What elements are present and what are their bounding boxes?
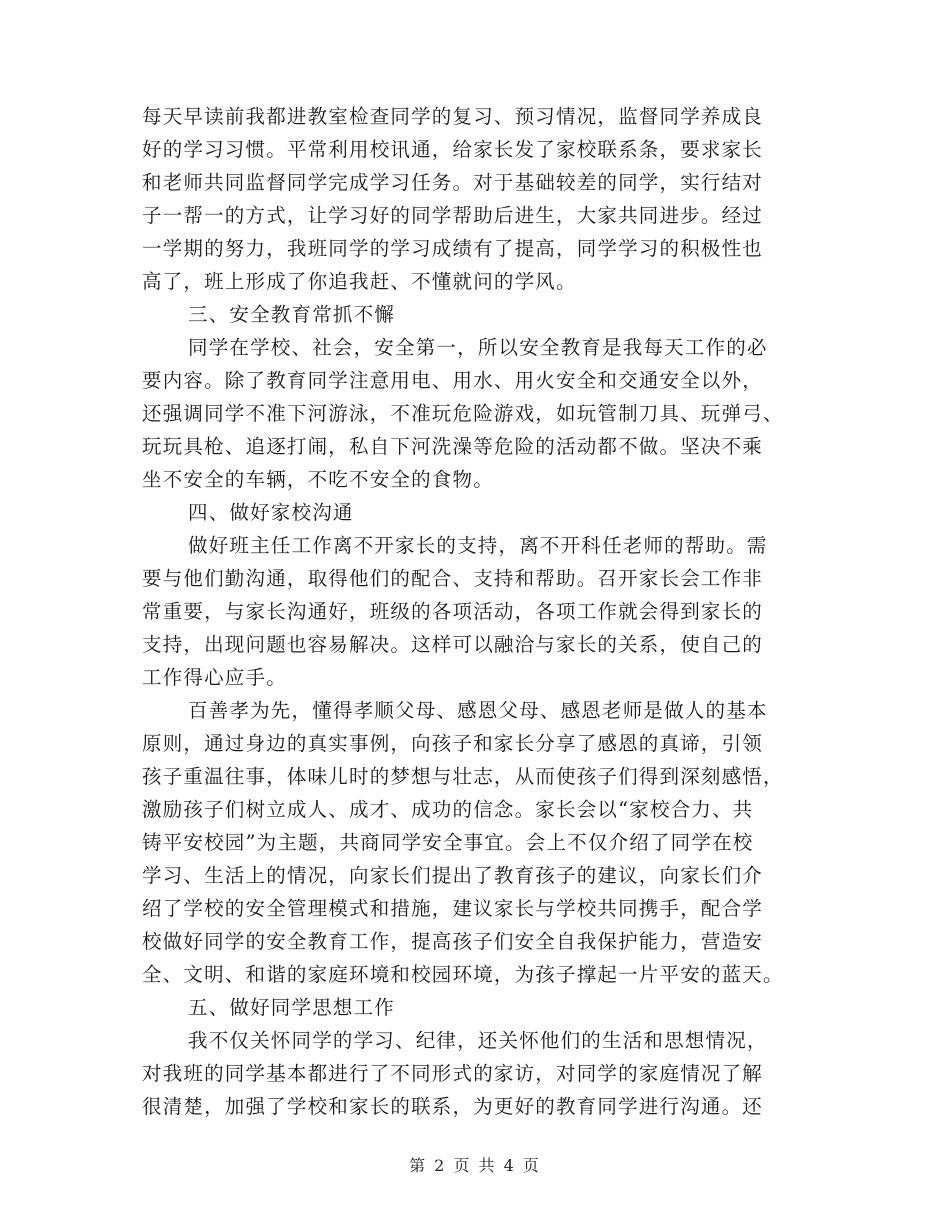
text-line: 工作得心应手。	[142, 666, 287, 689]
text-line: 对我班的同学基本都进行了不同形式的家访，对同学的家庭情况了解	[142, 1062, 764, 1085]
text-line: 玩玩具枪、追逐打闹，私自下河洗澡等危险的活动都不做。坚决不乘	[142, 435, 764, 458]
document-body	[142, 100, 802, 1123]
text-line: 百善孝为先，懂得孝顺父母、感恩父母、感恩老师是做人的基本	[188, 699, 768, 722]
text-line: 激励孩子们树立成人、成才、成功的信念。家长会以“家校合力、共	[142, 798, 754, 821]
text-line: 还强调同学不准下河游泳，不准玩危险游戏，如玩管制刀具、玩弹弓、	[142, 402, 784, 425]
text-line: 很清楚，加强了学校和家长的联系，为更好的教育同学进行沟通。还	[142, 1095, 764, 1118]
text-line: 同学在学校、社会，安全第一，所以安全教育是我每天工作的必	[188, 336, 768, 359]
text-line: 要与他们勤沟通，取得他们的配合、支持和帮助。召开家长会工作非	[142, 567, 764, 590]
section-heading: 三、安全教育常抓不懈	[188, 303, 396, 326]
text-line: 要内容。除了教育同学注意用电、用水、用火安全和交通安全以外，	[142, 369, 764, 392]
text-line: 校做好同学的安全教育工作，提高孩子们安全自我保护能力，营造安	[142, 930, 764, 953]
text-line: 孩子重温往事，体味儿时的梦想与壮志，从而使孩子们得到深刻感悟，	[142, 765, 784, 788]
section-heading: 四、做好家校沟通	[188, 501, 354, 524]
text-line: 支持，出现问题也容易解决。这样可以融洽与家长的关系，使自己的	[142, 633, 764, 656]
text-line: 每天早读前我都进教室检查同学的复习、预习情况，监督同学养成良	[142, 105, 764, 128]
text-line: 和老师共同监督同学完成学习任务。对于基础较差的同学，实行结对	[142, 171, 764, 194]
text-line: 一学期的努力，我班同学的学习成绩有了提高，同学学习的积极性也	[142, 237, 764, 260]
text-line: 坐不安全的车辆，不吃不安全的食物。	[142, 468, 494, 491]
text-line: 铸平安校园”为主题，共商同学安全事宜。会上不仅介绍了同学在校	[142, 831, 754, 854]
text-line: 学习、生活上的情况，向家长们提出了教育孩子的建议，向家长们介	[142, 864, 764, 887]
page-number-footer: 第 2 页 共 4 页	[409, 1156, 541, 1175]
text-line: 绍了学校的安全管理模式和措施，建议家长与学校共同携手，配合学	[142, 897, 764, 920]
text-line: 原则，通过身边的真实事例，向孩子和家长分享了感恩的真谛，引领	[142, 732, 764, 755]
text-line: 全、文明、和谐的家庭环境和校园环境，为孩子撑起一片平安的蓝天。	[142, 963, 784, 986]
section-heading: 五、做好同学思想工作	[188, 996, 396, 1019]
text-line: 做好班主任工作离不开家长的支持，离不开科任老师的帮助。需	[188, 534, 768, 557]
text-line: 我不仅关怀同学的学习、纪律，还关怀他们的生活和思想情况，	[188, 1029, 768, 1052]
text-line: 高了，班上形成了你追我赶、不懂就问的学风。	[142, 270, 577, 293]
text-line: 子一帮一的方式，让学习好的同学帮助后进生，大家共同进步。经过	[142, 204, 764, 227]
text-line: 常重要，与家长沟通好，班级的各项活动，各项工作就会得到家长的	[142, 600, 764, 623]
text-line: 好的学习习惯。平常利用校讯通，给家长发了家校联系条，要求家长	[142, 138, 764, 161]
